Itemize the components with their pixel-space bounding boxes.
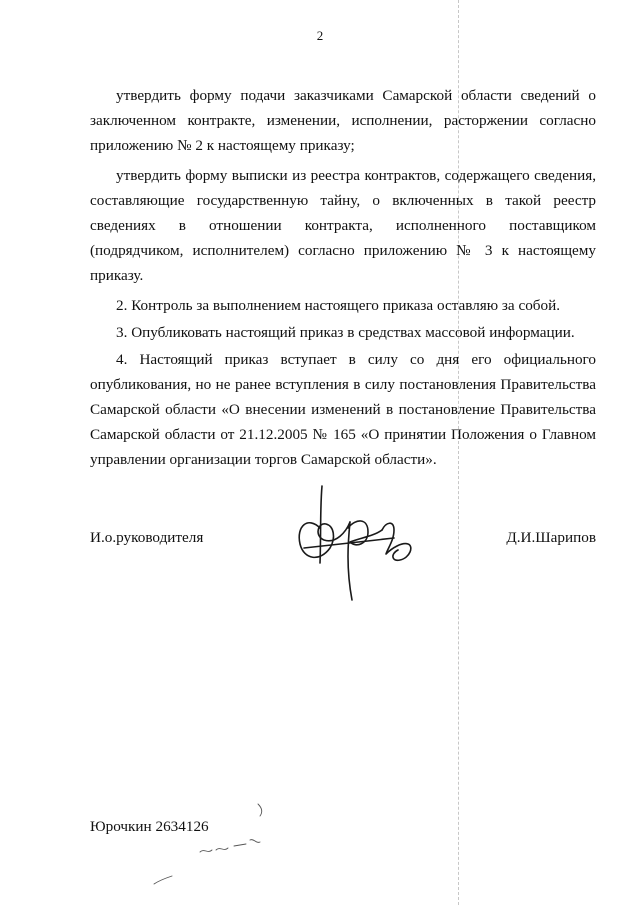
paragraph-approve-form-info: утвердить форму подачи заказчиками Самарской области сведений о заключенном контракте, изменении, исполнении, расторжении согласно приложению № 2 к настоящему приказу; [90,87,596,154]
executor-contact: Юрочкин 2634126 [90,818,209,835]
order-body [90,83,596,477]
signatory-title: И.о.руководителя [90,529,204,546]
paragraph-effective-date: 4. Настоящий приказ вступает в силу со дня его официального опубликования, но не ранее вступления в силу постановления Правительства Самарской области «О внесении изменений в постановление Правительства Самарской области от 21.12.2005 № 165 «О принятии Положения о Главном управлении организации торгов Самарской области». [90,351,596,468]
paragraph-control: 2. Контроль за выполнением настоящего приказа оставляю за собой. [116,297,561,314]
signatory-name: Д.И.Шарипов [506,529,596,546]
handwritten-signature [290,478,420,608]
page-number: 2 [316,28,324,43]
paragraph-approve-form-extract: утвердить форму выписки из реестра контрактов, содержащего сведения, составляющие государственную тайну, о включенных в такой реестр сведениях в отношении контракта, исполненного поставщиком (подрядчиком, исполнителем) согласно приложению № 3 к настоящему приказу. [90,167,596,284]
paragraph-publish: 3. Опубликовать настоящий приказ в средствах массовой информации. [116,324,575,341]
margin-scribble [150,800,280,890]
